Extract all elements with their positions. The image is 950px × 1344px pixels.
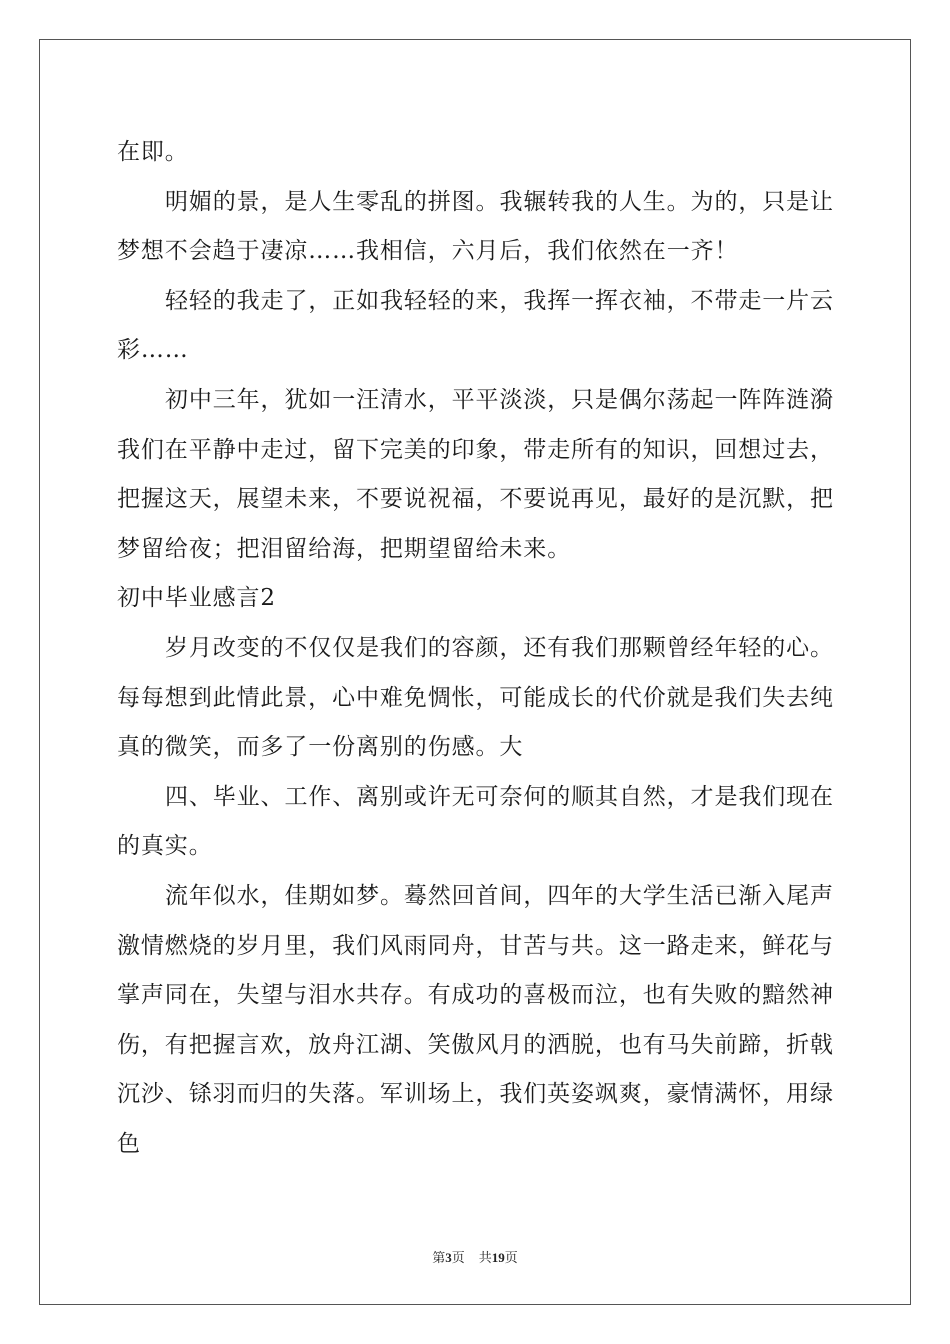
text-line-17: 激情燃烧的岁月里，我们风雨同舟，甘苦与共。这一路走来，鲜花与: [117, 932, 833, 959]
text-line-12: 每每想到此情此景，心中难免惆怅，可能成长的代价就是我们失去纯: [117, 684, 833, 711]
page-number: 3: [445, 1250, 452, 1265]
total-prefix: 共: [478, 1250, 492, 1265]
total-suffix: 页: [504, 1250, 518, 1265]
text-line-15: 的真实。: [117, 833, 213, 860]
text-line-6: 初中三年，犹如一汪清水，平平淡淡，只是偶尔荡起一阵阵涟漪: [165, 386, 833, 413]
text-line-3: 梦想不会趋于凄凉……我相信，六月后，我们依然在一齐！: [117, 238, 739, 265]
text-line-19: 伤，有把握言欢，放舟江湖、笑傲风月的洒脱，也有马失前蹄，折戟: [117, 1031, 833, 1058]
text-line-13: 真的微笑，而多了一份离别的伤感。大: [117, 734, 524, 761]
text-line-11: 岁月改变的不仅仅是我们的容颜，还有我们那颗曾经年轻的心。: [165, 634, 833, 661]
text-line-21: 色: [117, 1130, 141, 1157]
text-line-7: 我们在平静中走过，留下完美的印象，带走所有的知识，回想过去，: [117, 436, 833, 463]
text-line-16: 流年似水，佳期如梦。蓦然回首间，四年的大学生活已渐入尾声: [165, 882, 833, 909]
text-line-9: 梦留给夜；把泪留给海，把期望留给未来。: [117, 535, 572, 562]
text-line-18: 掌声同在，失望与泪水共存。有成功的喜极而泣，也有失败的黯然神: [117, 982, 833, 1009]
text-line-14: 四、毕业、工作、离别或许无可奈何的顺其自然，才是我们现在: [165, 783, 833, 810]
page-footer: [0, 1247, 950, 1266]
text-line-1: 在即。: [117, 139, 189, 165]
text-line-5: 彩……: [117, 337, 189, 364]
text-line-2: 明媚的景，是人生零乱的拼图。我辗转我的人生。为的，只是让: [165, 188, 833, 215]
text-line-20: 沉沙、铩羽而归的失落。军训场上，我们英姿飒爽，豪情满怀，用绿: [117, 1081, 833, 1108]
text-line-8: 把握这天，展望未来，不要说祝福，不要说再见，最好的是沉默，把: [117, 486, 833, 513]
page-suffix: 页: [451, 1250, 465, 1265]
page-prefix: 第: [432, 1250, 446, 1265]
section-heading: 初中毕业感言2: [117, 585, 276, 612]
total-pages: 19: [491, 1250, 505, 1265]
text-line-4: 轻轻的我走了，正如我轻轻的来，我挥一挥衣袖，不带走一片云: [165, 287, 833, 314]
document-body: [117, 128, 833, 1169]
